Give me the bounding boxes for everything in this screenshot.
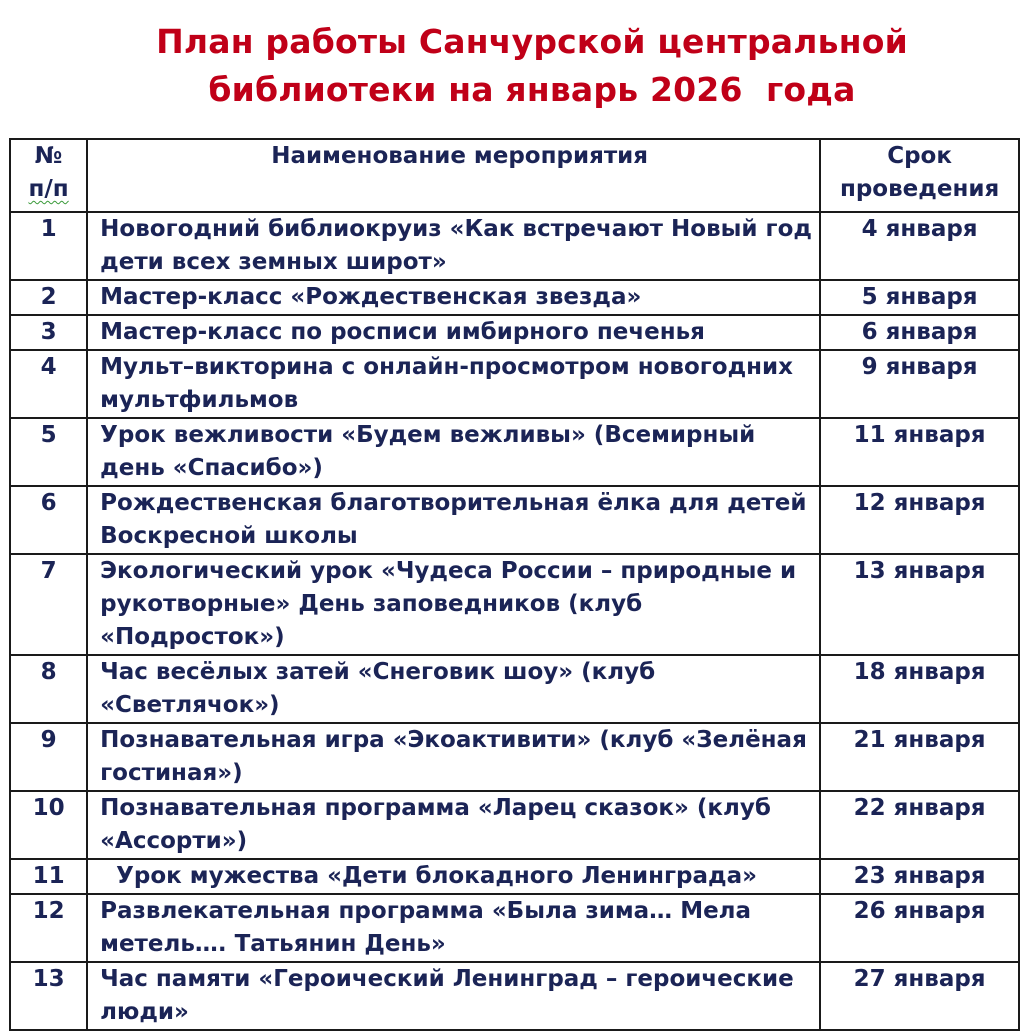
table-row bbox=[10, 350, 1019, 418]
row-date: 27 января bbox=[820, 962, 1019, 1030]
row-number: 1 bbox=[10, 212, 87, 280]
header-event-name-label: Наименование мероприятия bbox=[271, 143, 649, 169]
row-event-name: Познавательная программа «Ларец сказок» (клуб «Ассорти») bbox=[87, 791, 820, 859]
table-row bbox=[10, 723, 1019, 791]
header-number bbox=[10, 139, 87, 212]
table-row bbox=[10, 655, 1019, 723]
header-date-line2: проведения bbox=[839, 176, 1000, 202]
row-event-name: Новогодний библиокруиз «Как встречают Новый год дети всех земных широт» bbox=[87, 212, 820, 280]
row-number: 5 bbox=[10, 418, 87, 486]
header-number-line2: п/п bbox=[28, 176, 69, 202]
row-number: 11 bbox=[10, 859, 87, 894]
row-event-name: Рождественская благотворительная ёлка для детей Воскресной школы bbox=[87, 486, 820, 554]
row-date: 4 января bbox=[820, 212, 1019, 280]
table-row bbox=[10, 859, 1019, 894]
table-row bbox=[10, 212, 1019, 280]
row-event-name: Урок мужества «Дети блокадного Ленинграда» bbox=[87, 859, 820, 894]
table-row bbox=[10, 962, 1019, 1030]
row-date: 23 января bbox=[820, 859, 1019, 894]
table-row bbox=[10, 554, 1019, 655]
row-number: 10 bbox=[10, 791, 87, 859]
row-number: 4 bbox=[10, 350, 87, 418]
document-title bbox=[0, 18, 1024, 114]
events-table bbox=[9, 138, 1020, 1031]
table-row bbox=[10, 315, 1019, 350]
row-event-name: Час весёлых затей «Снеговик шоу» (клуб «Светлячок») bbox=[87, 655, 820, 723]
row-date: 13 января bbox=[820, 554, 1019, 655]
row-event-name: Мастер-класс по росписи имбирного печенья bbox=[87, 315, 820, 350]
row-event-name: Мастер-класс «Рождественская звезда» bbox=[87, 280, 820, 315]
row-event-name: Развлекательная программа «Была зима… Мела метель…. Татьянин День» bbox=[87, 894, 820, 962]
title-line-1: План работы Санчурской центральной bbox=[156, 22, 908, 61]
table-row bbox=[10, 280, 1019, 315]
row-number: 8 bbox=[10, 655, 87, 723]
row-event-name: Урок вежливости «Будем вежливы» (Всемирный день «Спасибо») bbox=[87, 418, 820, 486]
header-number-line1: № bbox=[34, 143, 63, 169]
title-line-2: библиотеки на январь 2026 года bbox=[208, 70, 856, 109]
header-date-line1: Срок bbox=[887, 143, 952, 169]
row-number: 7 bbox=[10, 554, 87, 655]
table-row bbox=[10, 418, 1019, 486]
table-row bbox=[10, 894, 1019, 962]
row-date: 5 января bbox=[820, 280, 1019, 315]
row-event-name: Познавательная игра «Экоактивити» (клуб «Зелёная гостиная») bbox=[87, 723, 820, 791]
row-date: 9 января bbox=[820, 350, 1019, 418]
row-date: 6 января bbox=[820, 315, 1019, 350]
row-date: 18 января bbox=[820, 655, 1019, 723]
row-event-name: Экологический урок «Чудеса России – природные и рукотворные» День заповедников (клуб «Подросток») bbox=[87, 554, 820, 655]
row-number: 6 bbox=[10, 486, 87, 554]
row-date: 12 января bbox=[820, 486, 1019, 554]
row-date: 22 января bbox=[820, 791, 1019, 859]
table-header-row bbox=[10, 139, 1019, 212]
header-date bbox=[820, 139, 1019, 212]
row-number: 9 bbox=[10, 723, 87, 791]
row-date: 21 января bbox=[820, 723, 1019, 791]
row-number: 12 bbox=[10, 894, 87, 962]
header-event-name bbox=[87, 139, 820, 212]
row-date: 26 января bbox=[820, 894, 1019, 962]
row-date: 11 января bbox=[820, 418, 1019, 486]
table-row bbox=[10, 486, 1019, 554]
row-number: 13 bbox=[10, 962, 87, 1030]
row-number: 3 bbox=[10, 315, 87, 350]
row-number: 2 bbox=[10, 280, 87, 315]
row-event-name: Мульт–викторина с онлайн-просмотром новогодних мультфильмов bbox=[87, 350, 820, 418]
table-row bbox=[10, 791, 1019, 859]
row-event-name: Час памяти «Героический Ленинград – героические люди» bbox=[87, 962, 820, 1030]
